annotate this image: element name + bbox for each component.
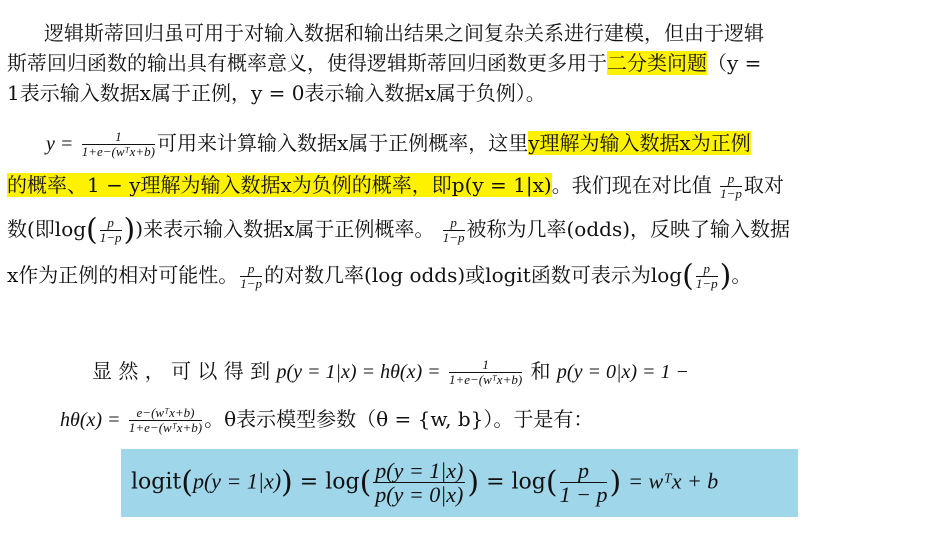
- p2-line-4-end: 。: [731, 263, 752, 287]
- logit-odds-den: 1 − p: [559, 482, 608, 508]
- p2-line-3-mid: )来表示输入数据x属于正例概率。: [135, 217, 435, 241]
- p3-eq1: p(y = 1|x) = hθ(x) =: [276, 361, 441, 383]
- logit-arg: p(y = 1|x): [192, 468, 282, 494]
- odds-numerator-3: p: [240, 262, 262, 277]
- log-odds-fraction: [100, 216, 122, 244]
- p2-line-2-text: 。我们现在对比值: [551, 173, 712, 197]
- logit-rhs: = wᵀx + b: [628, 468, 719, 494]
- logit-label: logit: [131, 469, 182, 495]
- p2-line-4-mid: 的对数几率(log odds)或logit函数可表示为log: [264, 263, 683, 287]
- logit-formula-box: [121, 449, 798, 517]
- odds-denominator: 1−p: [720, 186, 742, 201]
- p2-line-2-end: 取对: [743, 173, 784, 197]
- p3-line-2: [60, 402, 593, 437]
- h-theta-denominator: 1+e−(wᵀx+b): [448, 372, 523, 387]
- highlight-negative-prob: 的概率、1 − y理解为输入数据x为负例的概率，即p(y = 1|x): [7, 173, 552, 197]
- logit-eq1: = log: [299, 469, 360, 495]
- p1-line-2: [7, 46, 761, 80]
- odds-numerator-4: p: [696, 262, 718, 277]
- p3-line-1: [92, 354, 689, 389]
- logit-ratio-num: p(y = 1|x): [375, 458, 464, 483]
- odds-denominator-2: 1−p: [442, 230, 465, 245]
- odds-fraction: [720, 172, 742, 200]
- h-theta-fraction: [449, 358, 522, 386]
- sigmoid-fraction: [82, 130, 155, 158]
- h-theta-numerator: 1: [449, 358, 522, 373]
- h-theta-neg-fraction: [129, 406, 202, 434]
- logit-formula: logit(p(y = 1|x)) = log( $\frac{p(y = 1|x)}{p(y = 0|x)}$ ) = log( $\frac{p}{1 - p}$ ) = wᵀx + b: [131, 458, 719, 508]
- p1-line-2-text: 斯蒂回归函数的输出具有概率意义，使得逻辑斯蒂回归函数更多用于: [7, 51, 607, 75]
- odds-numerator: p: [720, 172, 742, 187]
- p1-line-3: 1表示输入数据x属于正例，y = 0表示输入数据x属于负例）。: [7, 81, 546, 105]
- p3-line-1-text: 显 然 ， 可 以 得 到: [92, 359, 271, 383]
- p1-line-1: 逻辑斯蒂回归虽可用于对输入数据和输出结果之间复杂关系进行建模，但由于逻辑: [44, 21, 764, 45]
- highlight-binary-classification: 二分类问题: [607, 51, 707, 75]
- p2-line-3: 数(即log( $\frac{p}{1-p}$ ))来表示输入数据x属于正例概率。 $\frac{p}{1-p}$ 被称为几率(odds)，反映了输入数据: [7, 212, 791, 248]
- highlight-positive-prob: y理解为输入数据x为正例: [528, 131, 751, 155]
- odds-fraction-3: [240, 262, 262, 290]
- h-theta-neg-denominator: 1+e−(wᵀx+b): [128, 420, 203, 435]
- p2-line-1-text: 可用来计算输入数据x属于正例概率，这里: [156, 131, 529, 155]
- sigmoid-lhs: y =: [46, 133, 74, 155]
- odds-numerator-2: p: [443, 216, 465, 231]
- p2-line-4-text: x作为正例的相对可能性。: [7, 263, 239, 287]
- p2-line-4: x作为正例的相对可能性。 $\frac{p}{1-p}$ 的对数几率(log odds)或logit函数可表示为log( $\frac{p}{1-p}$ )。: [7, 258, 752, 294]
- sigmoid-denominator: 1+e−(wᵀx+b): [81, 144, 155, 159]
- odds-denominator-4: 1−p: [695, 276, 718, 291]
- p3-eq2: p(y = 0|x) = 1 −: [556, 361, 689, 383]
- p1-line-2-tail: （y =: [707, 51, 762, 75]
- p2-line-3-end: 被称为几率(odds)，反映了输入数据: [466, 217, 791, 241]
- p3-line-2-text: 。θ表示模型参数（θ = {w, b}）。于是有：: [204, 407, 594, 431]
- logit-eq2: = log: [486, 469, 546, 495]
- log-odds-denominator: 1−p: [99, 230, 122, 245]
- logit-odds-num: p: [560, 459, 608, 483]
- logit-ratio-fraction: [373, 459, 465, 506]
- sigmoid-numerator: 1: [82, 130, 155, 145]
- log-odds-numerator: p: [100, 216, 122, 231]
- odds-denominator-3: 1−p: [240, 276, 263, 291]
- odds-fraction-4: [696, 262, 718, 290]
- p2-line-1: [46, 126, 751, 161]
- p2-line-2: [7, 168, 784, 202]
- logit-ratio-den: p(y = 0|x): [375, 482, 464, 508]
- h-theta-neg-numerator: e−(wᵀx+b): [129, 406, 202, 421]
- p3-and: 和: [530, 359, 551, 383]
- odds-fraction-2: [443, 216, 465, 244]
- p2-line-3-text: 数(即log: [7, 217, 87, 241]
- p3-lhs: hθ(x) =: [60, 409, 121, 431]
- logit-odds-fraction: [560, 459, 608, 506]
